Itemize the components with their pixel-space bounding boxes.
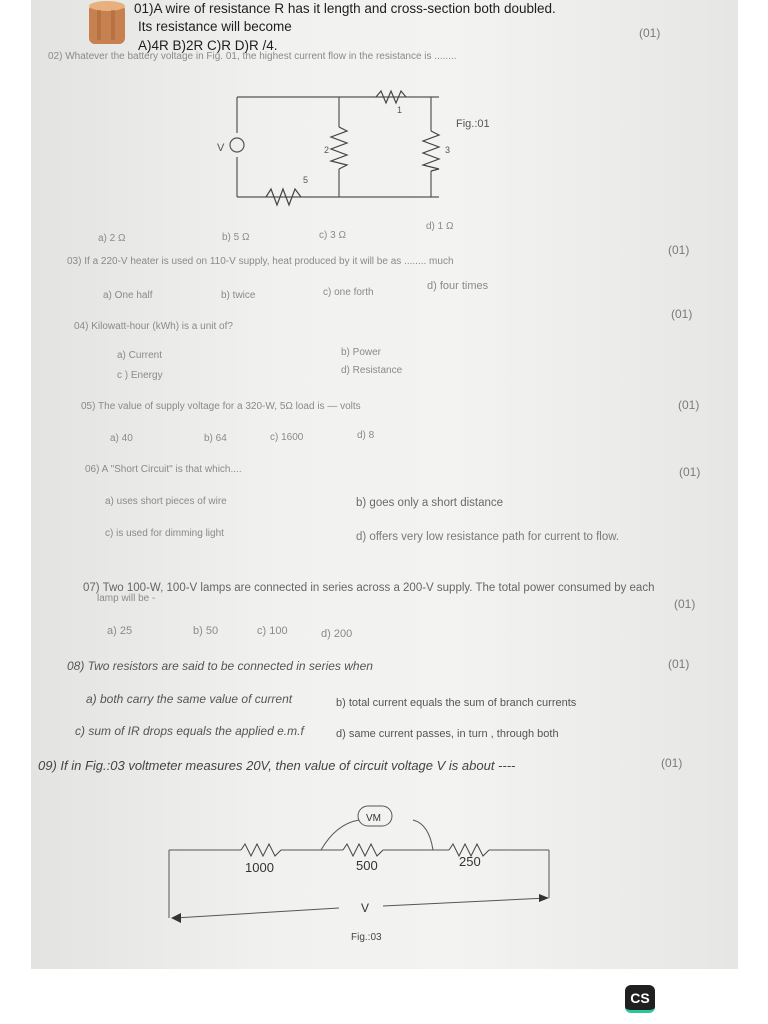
- fig01-label-r5: 5: [303, 175, 309, 185]
- q01-line2: Its resistance will become: [138, 19, 292, 34]
- q03-option-b: b) twice: [221, 290, 256, 301]
- fig03-circuit: [161, 800, 561, 950]
- q08-option-a: a) both carry the same value of current: [86, 692, 293, 706]
- q04-option-b: b) Power: [341, 347, 382, 358]
- source-v-icon: [230, 138, 244, 152]
- q02-option-c: c) 3 Ω: [319, 230, 346, 241]
- q02-option-d: d) 1 Ω: [426, 221, 454, 232]
- wood-log-icon: [83, 0, 131, 48]
- q04-option-a: a) Current: [117, 350, 163, 361]
- fig01-label: Fig.:01: [456, 118, 490, 130]
- q07-option-d: d) 200: [321, 628, 353, 640]
- q02-option-a: a) 2 Ω: [98, 233, 126, 244]
- q04-option-c: c ) Energy: [117, 370, 163, 381]
- camscanner-watermark: CS: [625, 985, 655, 1013]
- q05-option-c: c) 1600: [270, 432, 304, 443]
- q09-text: 09) If in Fig.:03 voltmeter measures 20V, then value of circuit voltage V is about ----: [38, 758, 516, 773]
- q07-marks: (01): [668, 657, 690, 671]
- fig01-source-label: V: [217, 142, 225, 154]
- q05-option-a: a) 40: [110, 433, 133, 444]
- q04-option-d: d) Resistance: [341, 365, 403, 376]
- q07-option-b: b) 50: [193, 625, 219, 637]
- fig03-label-r500: 500: [356, 858, 378, 873]
- q04-marks: (01): [678, 398, 700, 412]
- q02-marks: (01): [668, 243, 690, 257]
- q04-text: 04) Kilowatt-hour (kWh) is a unit of?: [74, 321, 233, 332]
- q08-option-d: d) same current passes, in turn , through both: [336, 728, 559, 740]
- resistor-1000-icon: [241, 844, 281, 856]
- q07-line2: lamp will be -: [97, 593, 156, 604]
- q08-text: 08) Two resistors are said to be connected in series when: [67, 659, 373, 673]
- arrow-left-icon: [171, 913, 181, 923]
- q05-text: 05) The value of supply voltage for a 320-W, 5Ω load is — volts: [81, 401, 361, 412]
- q06-option-d: d) offers very low resistance path for current to flow.: [356, 531, 620, 543]
- q03-marks: (01): [671, 307, 693, 321]
- q02-text: 02) Whatever the battery voltage in Fig. 01, the highest current flow in the resistance is ........: [48, 51, 457, 62]
- fig01-label-r1: 1: [397, 105, 403, 115]
- q08-option-b: b) total current equals the sum of branch currents: [336, 697, 577, 709]
- q03-option-d: d) four times: [427, 280, 489, 292]
- q02-option-b: b) 5 Ω: [222, 232, 250, 243]
- q05-marks: (01): [679, 465, 701, 479]
- q08-marks: (01): [661, 756, 683, 770]
- q01-line3: A)4R B)2R C)R D)R /4.: [138, 38, 278, 53]
- fig01-label-r3: 3: [445, 145, 451, 155]
- q03-option-c: c) one forth: [323, 287, 374, 298]
- voltmeter-label: VM: [366, 813, 381, 824]
- q01-marks: (01): [639, 26, 661, 40]
- exam-paper: [31, 0, 738, 969]
- fig03-label-r250: 250: [459, 854, 481, 869]
- q06-option-c: c) is used for dimming light: [105, 528, 224, 539]
- resistor-3-icon: [423, 131, 439, 171]
- q06-option-b: b) goes only a short distance: [356, 497, 504, 509]
- q05-option-b: b) 64: [204, 433, 227, 444]
- fig01-circuit: [181, 85, 501, 215]
- resistor-2-icon: [331, 127, 347, 169]
- q07-option-c: c) 100: [257, 625, 288, 637]
- fig03-label: Fig.:03: [351, 932, 382, 943]
- q06-marks: (01): [674, 597, 696, 611]
- fig03-label-r1000: 1000: [245, 860, 274, 875]
- q03-option-a: a) One half: [103, 290, 153, 301]
- fig03-source-label: V: [361, 901, 370, 915]
- q07-option-a: a) 25: [107, 625, 133, 637]
- q07-line1: 07) Two 100-W, 100-V lamps are connected in series across a 200-V supply. The total power consumed by each: [83, 582, 655, 594]
- q03-text: 03) If a 220-V heater is used on 110-V supply, heat produced by it will be as ........ much: [67, 256, 454, 267]
- q05-option-d: d) 8: [357, 430, 375, 441]
- q01-line1: 01)A wire of resistance R has it length and cross-section both doubled.: [134, 1, 556, 16]
- q08-option-c: c) sum of IR drops equals the applied e.m.f: [75, 724, 304, 738]
- q06-text: 06) A "Short Circuit" is that which....: [85, 464, 242, 475]
- q06-option-a: a) uses short pieces of wire: [105, 496, 227, 507]
- fig01-label-r2: 2: [324, 145, 330, 155]
- arrow-right-icon: [539, 894, 549, 902]
- resistor-500-icon: [343, 844, 383, 856]
